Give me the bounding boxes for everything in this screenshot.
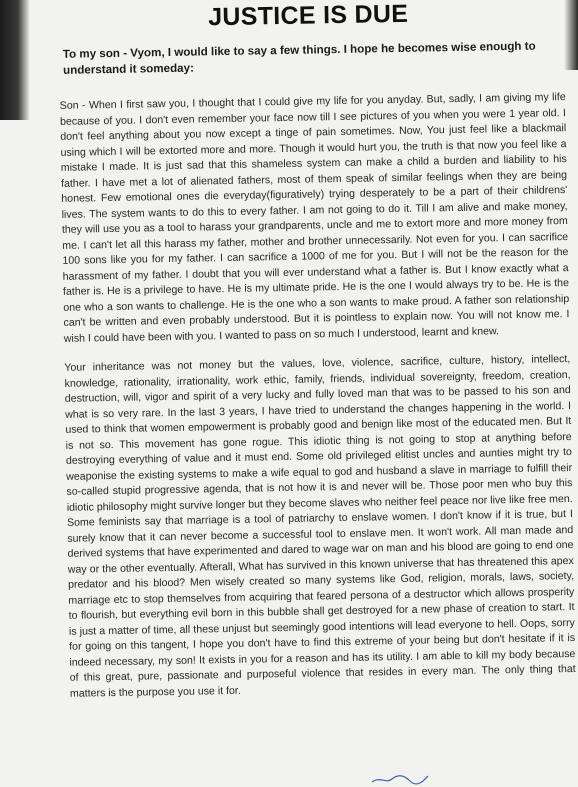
dark-corner-right — [564, 0, 578, 70]
page-title: JUSTICE IS DUE — [207, 0, 409, 32]
dark-corner-left — [0, 0, 30, 120]
letter-page — [52, 0, 576, 716]
paragraph-1: Son - When I first saw you, I thought that I could give my life for you anyday. But, sadly, I am giving my life because of you. I don't even remember your face now till I see pictures of you when you were 1 year old. I don't feel anything about you now except a tinge of pain sometimes. Now, You just feel like a blackmail using which I will be extorted more and more. Though it would hurt you, the truth is that now you feel like a mistake I made. It is just sad that this shameless system can make a child a burden and liability to his father. I have met a lot of alienated fathers, most of them speak of similar feelings when they are being honest. Few emotional ones die everyday(figuratively) trying desperately to be a part of their childrens' lives. The system wants to do this to every father. I am not going to do it. Till I am alive and make money, they will use you as a tool to harass your grandparents, uncle and me to extort more and more money from me. I can't let all this harass my father, mother and brother unnecessarily. Not even for you. I can sacrifice 100 sons like you for my father. I can sacrifice a 1000 of me for you. But I will not be the reason for the harassment of my father. I doubt that you will ever understand what a father is. But I know exactly what a father is. He is a privilege to have. He is my ultimate pride. He is the one I would always try to be. He is the one who a son wants to challenge. He is the one who a son wants to make proud. A father son relationship can't be written and even probably understood. But it is pointless to explain now. You will not know me. I wish I could have been with you. I wanted to pass on so much I understood, learnt and knew. — [59, 91, 570, 345]
signature-mark — [370, 772, 430, 786]
paragraph-2: Your inheritance was not money but the values, love, violence, sacrifice, culture, history, intellect, knowledge, rationality, irrationality, work ethic, family, friends, individual sovereignty, freedom, creation, destruction, will, vigor and spirit of a very lucky and fully loved man that was to be passed to his son and what is so very rare. In the last 3 years, I have tried to understand the changes happening in the world. I used to think that women empowerment is probably good and benign like most of the educated men. But It is not so. This movement has gone rogue. This idiotic thing is not going to stop at anything before destroying everything of value and it must end. Some old privileged elitist uncles and aunties might try to weaponise the existing systems to make a wife equal to god and husband a slave in marriage to fulfill their so-called stupid progressive agenda, that is not how it is and never will be. Those poor men who buy this idiotic philosophy might survive longer but they become slaves who neither feel peace nor live like free men. Some feminists say that marriage is a tool of patriarchy to enslave women. I don't know if it is true, but I surely know that it can never become a successful tool to enslave men. It won't work. All man made and derived systems that have experimented and dared to wage war on man and his blood are going to end one way or the other eventually. Afterall, What has survived in this known universe that has threatened this apex predator and his blood? Men wisely created so many systems like God, religion, morals, laws, society, marriage etc to stop themselves from acquiring that feared persona of a destructor which allows prosperity to flourish, but everything evil born in this bubble shall get destroyed for a new phase of creation to start. It is just a matter of time, all these unjust but seemingly good intentions will lead everyone to hell. Oops, sorry for going on this tangent, I hope you don't have to find this extreme of your being but don't hesitate if it is indeed necessary, my son! It exists in you for a reason and has its utility. I am able to kill my body because of this great, pure, passionate and purposeful violence that resides in every man. The only thing that matters is the purpose you use it for. — [64, 353, 576, 700]
intro-heading: To my son - Vyom, I would like to say a few things. I hope he becomes wise enough to understand it someday: — [62, 39, 536, 77]
